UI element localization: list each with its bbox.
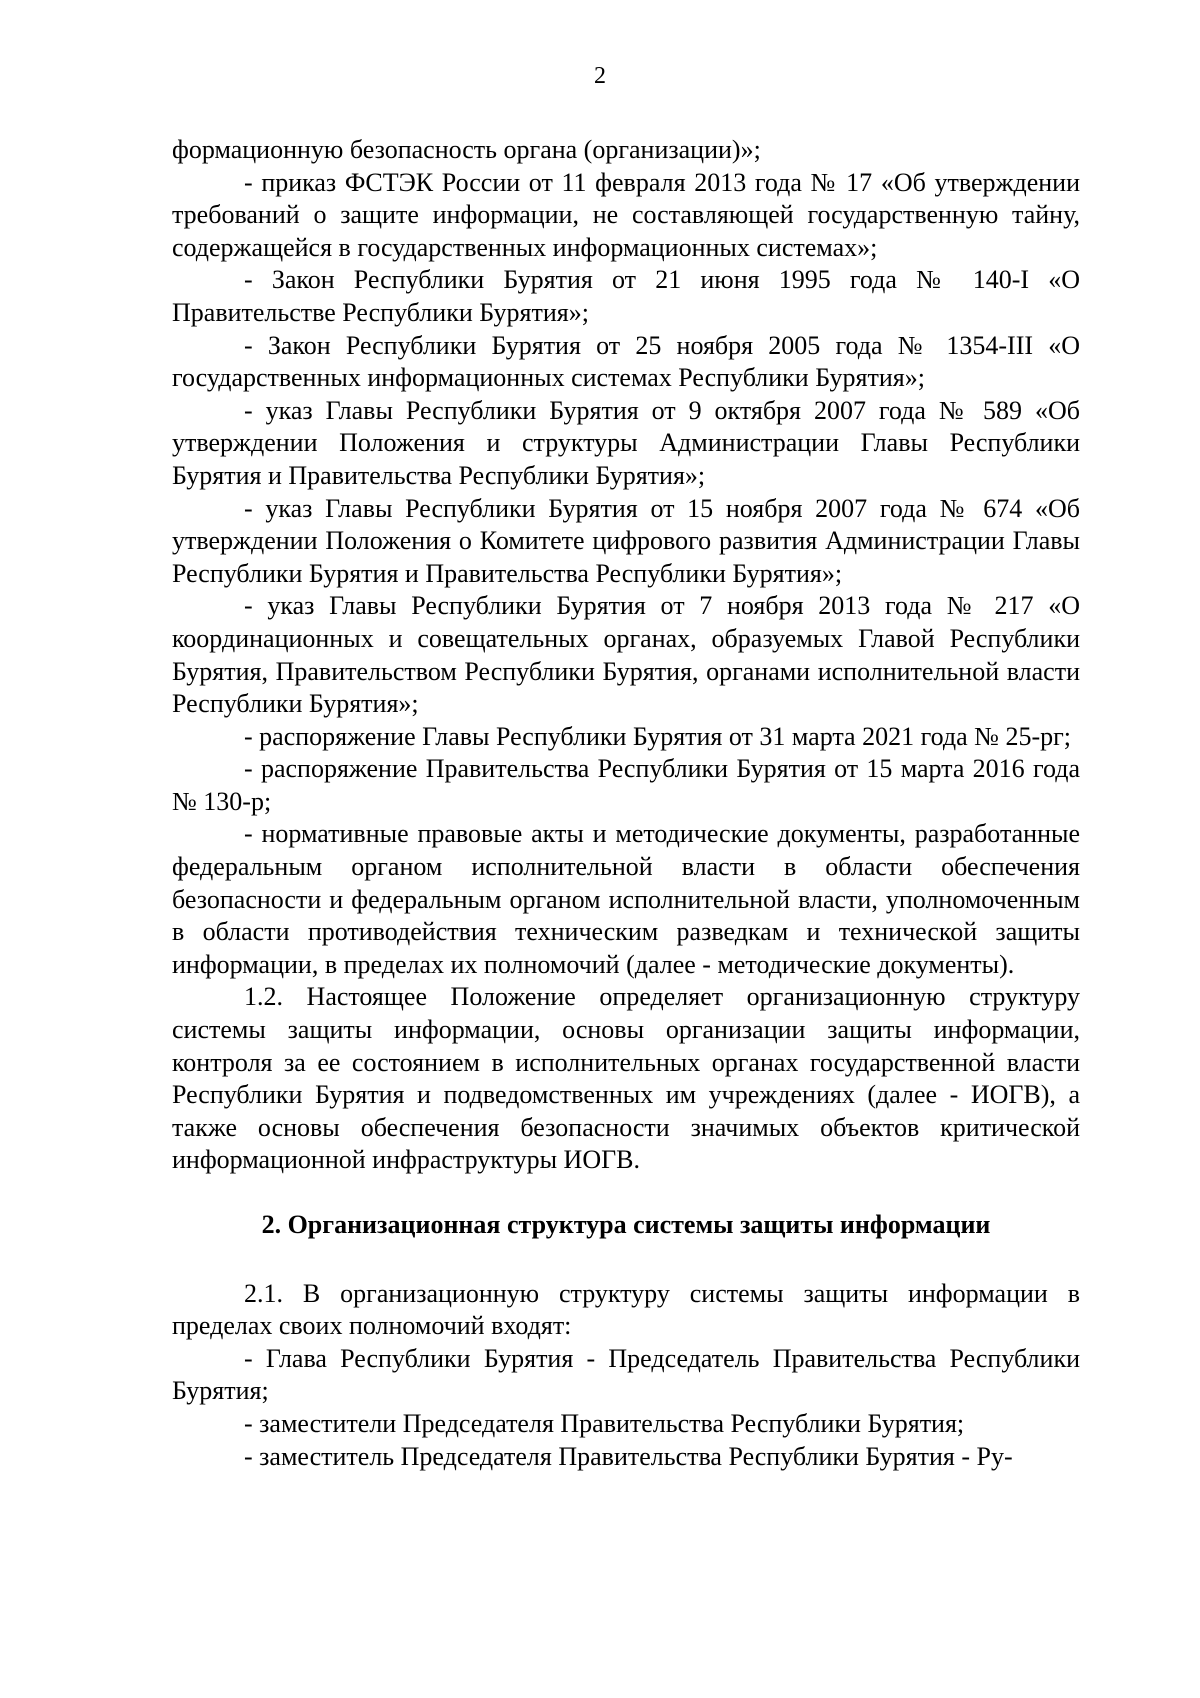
list-item-decree-589: - указ Главы Республики Бурятия от 9 октября 2007 года № 589 «Об утверждении Положения и структуры Администрации Главы Республики Бурятия и Правительства Республики Бурятия»; [172, 395, 1080, 490]
list-item-law-government: - Закон Республики Бурятия от 21 июня 1995 года № 140-I «О Правительстве Республики Бурятия»; [172, 265, 1080, 327]
list-item-head-of-republic: - Глава Республики Бурятия - Председатель Правительства Республики Бурятия; [172, 1343, 1080, 1406]
section-heading: 2. Организационная структура системы защиты информации [261, 1210, 991, 1239]
paragraph-1-2: 1.2. Настоящее Положение определяет организационную структуру системы защиты информации, основы организации защиты информации, контроля за ее состоянием в исполнительных органах государственной власти Республики Бурятия и подведомственных им учреждениях (далее - ИОГВ), а также основы обеспечения безопасности значимых объектов критической информационной инфраструктуры ИОГВ. [172, 982, 1080, 1175]
paragraph-continuation: формационную безопасность органа (организации)»; [172, 135, 761, 164]
list-item-decree-674: - указ Главы Республики Бурятия от 15 ноября 2007 года № 674 «Об утверждении Положения о Комитете цифрового развития Администрации Главы Республики Бурятия и Правительства Республики Бурятия»; [172, 493, 1080, 588]
paragraph-2-1: 2.1. В организационную структуру системы защиты информации в пределах своих полномочий входят: [172, 1278, 1080, 1341]
list-item-order-130-r: - распоряжение Правительства Республики Бурятия от 15 марта 2016 года № 130-р; [172, 754, 1080, 816]
list-item-deputy-chairman-head: - заместитель Председателя Правительства Республики Бурятия - Ру- [244, 1441, 1013, 1471]
list-item-order-25-rg: - распоряжение Главы Республики Бурятия от 31 марта 2021 года № 25-рг; [244, 721, 1071, 751]
list-item-methodical-documents: - нормативные правовые акты и методические документы, разработанные федеральным органом исполнительной власти в области обеспечения безопасности и федеральным органом исполнительной власти, уполномоченным в области противодействия техническим разведкам и технической защиты информации, в пределах их полномочий (далее - методические документы). [172, 819, 1080, 979]
list-item-law-info-systems: - Закон Республики Бурятия от 25 ноября 2005 года № 1354-III «О государственных информационных системах Республики Бурятия»; [172, 330, 1080, 393]
list-item-fstec-order: - приказ ФСТЭК России от 11 февраля 2013 года № 17 «Об утверждении требований о защите информации, не составляющей государственную тайну, содержащейся в государственных информационных системах»; [172, 167, 1080, 262]
list-item-deputy-chairmen: - заместители Председателя Правительства Республики Бурятия; [244, 1408, 965, 1438]
list-item-decree-217: - указ Главы Республики Бурятия от 7 ноября 2013 года № 217 «О координационных и совещательных органах, образуемых Главой Республики Бурятия, Правительством Республики Бурятия, органами исполнительной власти Республики Бурятия»; [172, 591, 1080, 719]
document-body [172, 134, 1080, 1473]
page-number: 2 [594, 63, 606, 89]
